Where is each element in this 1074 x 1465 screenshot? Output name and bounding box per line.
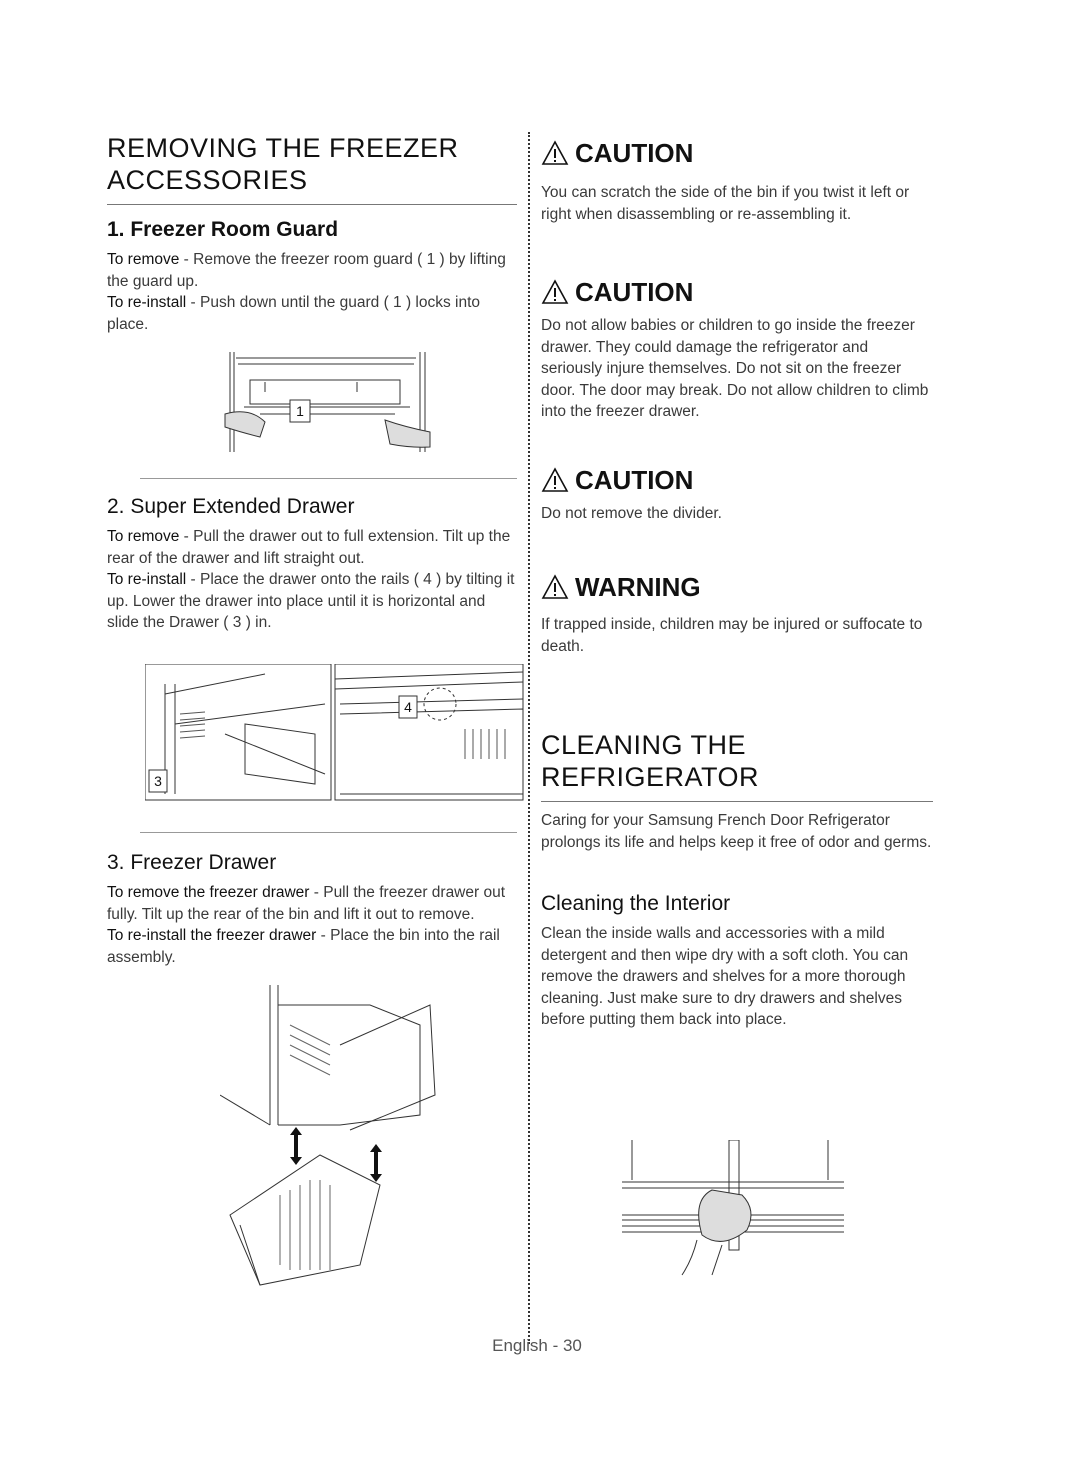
caution-text-1: You can scratch the side of the bin if you twist it left or right when disassembling or re-assembling it. xyxy=(541,184,910,223)
section-separator xyxy=(140,478,517,479)
callout-1: 1 xyxy=(296,403,304,419)
guard-reinstall-text xyxy=(107,292,517,335)
warning-block xyxy=(541,572,933,657)
interior-text: Clean the inside walls and accessories with a mild detergent and then wipe dry with a soft cloth. You can remove the drawers and shelves for a more thorough cleaning. Just make sure to dry drawers and shelves before putting them back into place. xyxy=(541,925,909,1028)
section-separator-2 xyxy=(140,832,517,833)
body: - Place the bin into the rail assembly. xyxy=(107,927,500,966)
section-freezer-drawer xyxy=(107,850,517,968)
label: To remove xyxy=(107,251,180,268)
caution-heading xyxy=(541,138,933,168)
right-column xyxy=(541,138,933,1031)
warning-triangle-icon xyxy=(541,574,569,600)
section-super-extended xyxy=(107,494,517,634)
label: To re-install xyxy=(107,571,187,588)
caution-heading xyxy=(541,465,933,495)
left-column xyxy=(107,132,517,335)
freezer-drawer-remove-text xyxy=(107,882,517,925)
callout-4: 4 xyxy=(404,699,412,715)
caution-text-3: Do not remove the divider. xyxy=(541,504,722,522)
cleaning-intro-text: Caring for your Samsung French Door Refrigerator prolongs its life and helps keep it free of odor and germs. xyxy=(541,812,932,851)
caution-block-2 xyxy=(541,277,933,423)
label: To re-install xyxy=(107,294,187,311)
label: To remove the freezer drawer xyxy=(107,884,310,901)
subsection-title-guard: 1. Freezer Room Guard xyxy=(107,218,339,241)
freezer-drawer-reinstall-text xyxy=(107,925,517,968)
body: - Pull the freezer drawer out fully. Tilt up the rear of the bin and lift it out to remove. xyxy=(107,884,506,923)
label: To remove xyxy=(107,528,180,545)
label: To re-install the freezer drawer xyxy=(107,927,317,944)
page-number: English - 30 xyxy=(492,1336,582,1355)
freezer-drawer-illustration xyxy=(220,985,450,1295)
super-drawer-remove-text xyxy=(107,526,517,569)
guard-remove-text xyxy=(107,249,517,292)
super-drawer-reinstall-text xyxy=(107,569,517,634)
warning-heading xyxy=(541,572,933,602)
subsection-title-freezer-drawer: 3. Freezer Drawer xyxy=(107,851,277,874)
subsection-title-interior: Cleaning the Interior xyxy=(541,892,731,915)
body: - Pull the drawer out to full extension. Tilt up the rear of the drawer and lift straight out. xyxy=(107,528,511,567)
section-title-removing: REMOVING THE FREEZER ACCESSORIES xyxy=(107,132,517,205)
caution-heading xyxy=(541,277,933,307)
warning-triangle-icon xyxy=(541,279,569,305)
warning-text: If trapped inside, children may be injured or suffocate to death. xyxy=(541,616,923,655)
caution-title: CAUTION xyxy=(575,138,694,168)
super-drawer-illustration xyxy=(145,664,525,802)
warning-title: WARNING xyxy=(575,572,701,602)
section-title-cleaning: CLEANING THE REFRIGERATOR xyxy=(541,729,933,802)
column-divider xyxy=(528,132,530,1344)
warning-triangle-icon xyxy=(541,140,569,166)
caution-text-2: Do not allow babies or children to go inside the freezer drawer. They could damage the refrigerator and seriously injure themselves. Do not sit on the freezer door. The door may break. Do not allow children to climb into the freezer drawer. xyxy=(541,317,929,420)
body: - Place the drawer onto the rails ( 4 ) by tilting it up. Lower the drawer into place until it is horizontal and slide the Drawer ( 3 ) in. xyxy=(107,571,515,631)
cleaning-illustration xyxy=(622,1140,847,1280)
body: - Remove the freezer room guard ( 1 ) by lifting the guard up. xyxy=(107,251,506,290)
freezer-guard-illustration xyxy=(220,352,435,458)
warning-triangle-icon xyxy=(541,467,569,493)
body: - Push down until the guard ( 1 ) locks into place. xyxy=(107,294,481,333)
caution-block-3 xyxy=(541,465,933,525)
caution-block-1 xyxy=(541,138,933,225)
callout-3: 3 xyxy=(154,773,162,789)
subsection-title-super-drawer: 2. Super Extended Drawer xyxy=(107,495,355,518)
caution-title: CAUTION xyxy=(575,464,694,495)
caution-title: CAUTION xyxy=(575,277,694,307)
